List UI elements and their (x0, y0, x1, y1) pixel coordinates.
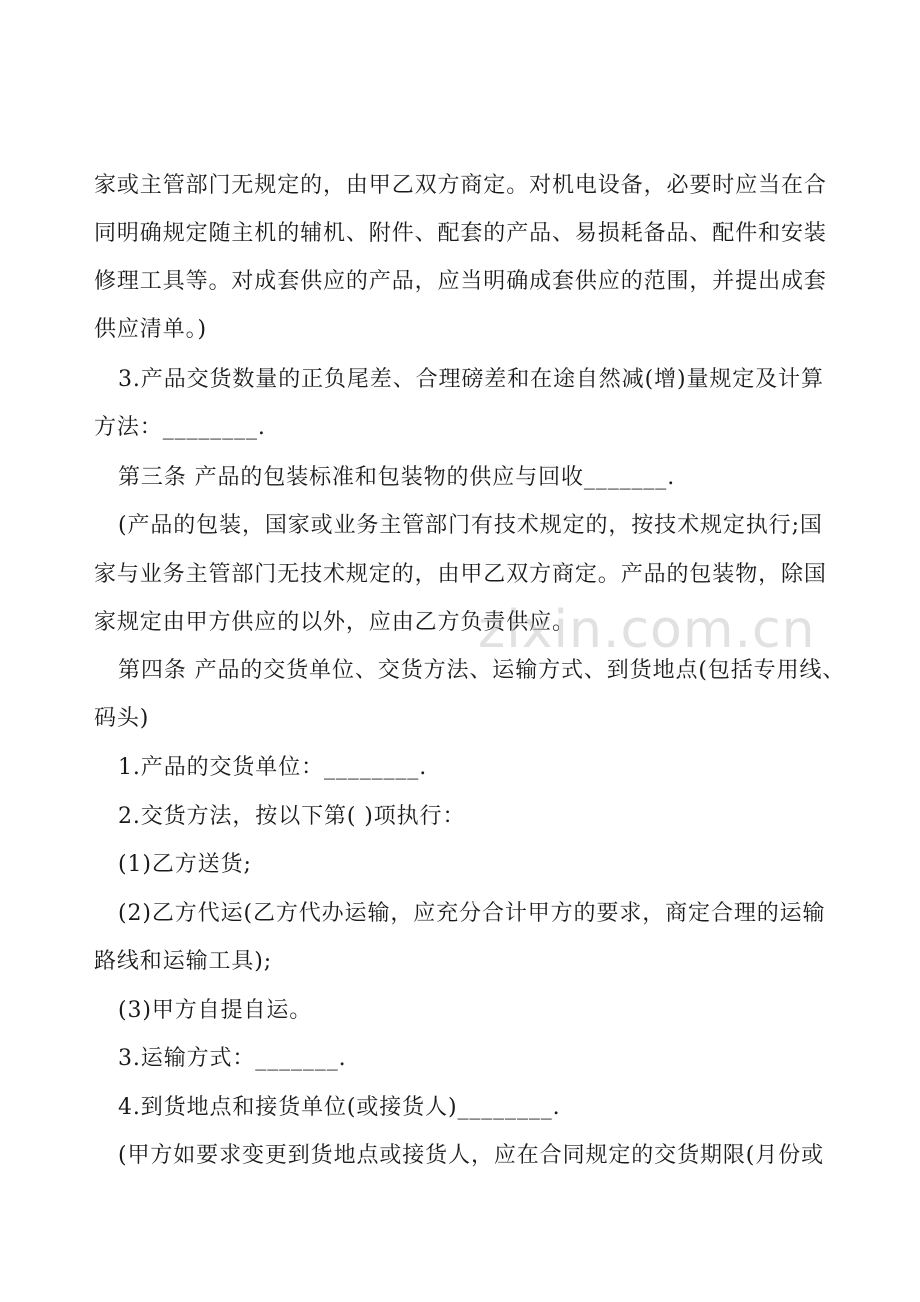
text-line: (产品的包装，国家或业务主管部门有技术规定的，按技术规定执行;国 (118, 513, 823, 538)
text-line: (3)甲方自提自运。 (118, 998, 313, 1023)
text-line: 3.运输方式：_______. (118, 1046, 347, 1071)
text-line: 4.到货地点和接货单位(或接货人)________. (118, 1095, 561, 1120)
text-line: 同明确规定随主机的辅机、附件、配套的产品、易损耗备品、配件和安装 (94, 221, 827, 246)
text-line: 家或主管部门无规定的，由甲乙双方商定。对机电设备，必要时应当在合 (94, 173, 827, 198)
text-line: 家与业务主管部门无技术规定的，由甲乙双方商定。产品的包装物，除国 (94, 562, 827, 587)
text-line: 家规定由甲方供应的以外，应由乙方负责供应。 (94, 610, 575, 635)
text-line: 3.产品交货数量的正负尾差、合理磅差和在途自然减(增)量规定及计算 (118, 367, 824, 392)
text-line: (2)乙方代运(乙方代办运输，应充分合计甲方的要求，商定合理的运输 (118, 901, 826, 926)
text-line: 修理工具等。对成套供应的产品，应当明确成套供应的范围，并提出成套 (94, 269, 827, 294)
text-line: 路线和运输工具); (94, 949, 273, 974)
section-heading: 第四条 产品的交货单位、交货方法、运输方式、到货地点(包括专用线、 (118, 658, 846, 683)
section-heading: 第三条 产品的包装标准和包装物的供应与回收_______. (118, 465, 676, 490)
text-line: (1)乙方送货; (118, 852, 252, 877)
text-line: 1.产品的交货单位：________. (118, 755, 428, 780)
text-line: 2.交货方法，按以下第( )项执行： (118, 804, 466, 829)
text-line: 方法：________. (94, 415, 266, 440)
text-line: 码头) (94, 706, 150, 731)
text-line: 供应清单。) (94, 317, 207, 342)
text-line: (甲方如要求变更到货地点或接货人，应在合同规定的交货期限(月份或 (118, 1143, 824, 1168)
watermark: zixin.com.cn (478, 600, 816, 660)
